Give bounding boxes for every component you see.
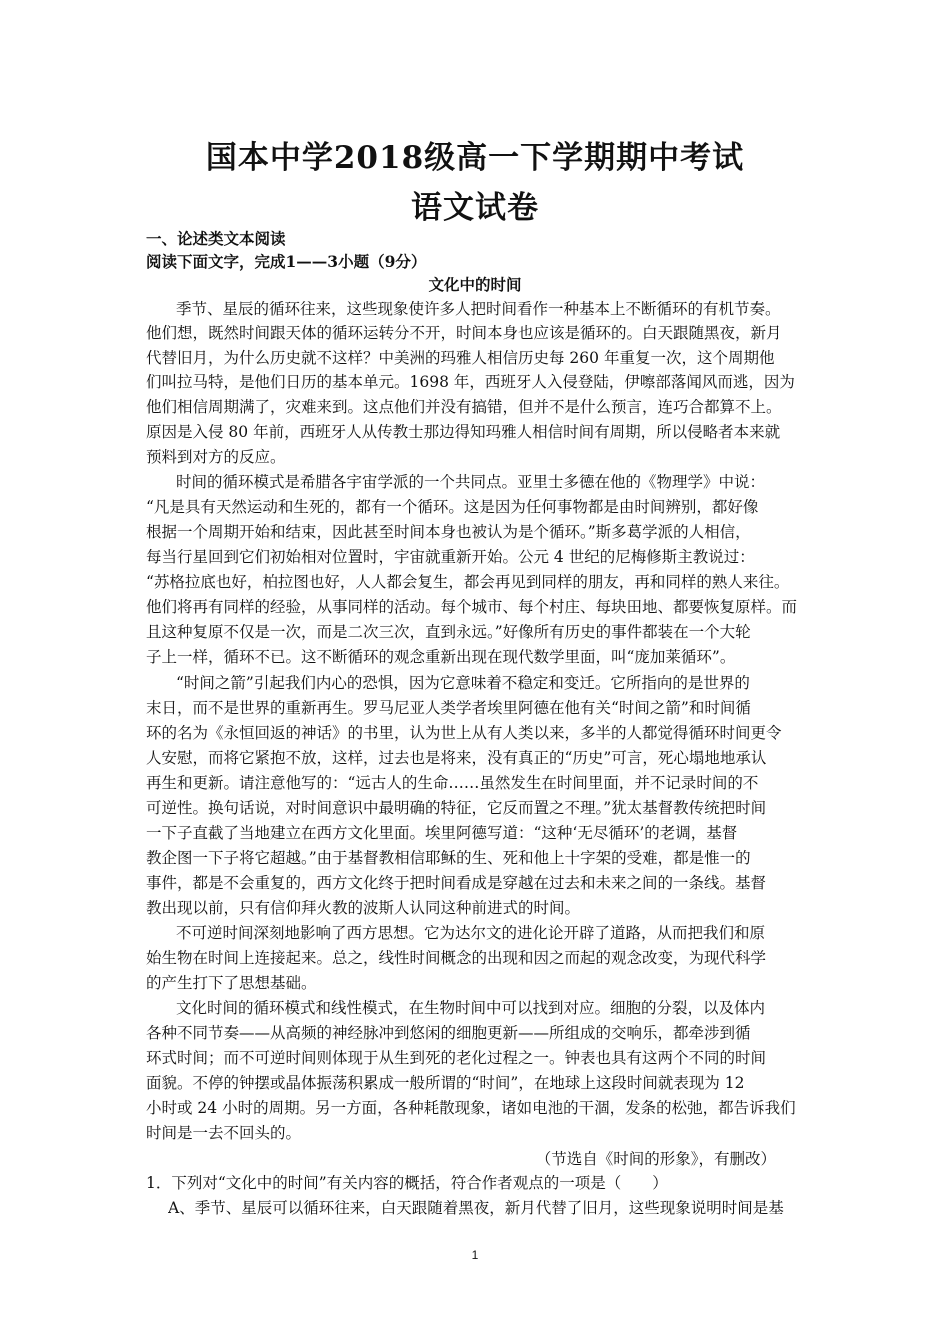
question-stem: 1．下列对“文化中的时间”有关内容的概括，符合作者观点的一项是（ ） xyxy=(146,1174,668,1192)
section-heading: 一、论述类文本阅读 xyxy=(146,229,286,248)
article-line: 一下子直截了当地建立在西方文化里面。埃里阿德写道：“这种‘无尽循环’的老调，基督 xyxy=(146,824,738,842)
article-line: 预料到对方的反应。 xyxy=(146,448,286,466)
article-line: 小时或 24 小时的周期。另一方面，各种耗散现象，诸如电池的干涸，发条的松弛，都告诉我们 xyxy=(146,1099,796,1117)
article-line: 环式时间；而不可逆时间则体现于从生到死的老化过程之一。钟表也具有这两个不同的时间 xyxy=(146,1049,767,1067)
article-source: （节选自《时间的形象》，有删改） xyxy=(535,1150,776,1168)
question-option-a: A、季节、星辰可以循环往来，白天跟随着黑夜，新月代替了旧月，这些现象说明时间是基 xyxy=(168,1199,784,1217)
article-line: 面貌。不停的钟摆或晶体振荡积累成一般所谓的“时间”，在地球上这段时间就表现为 12 xyxy=(146,1074,745,1092)
article-line: 教企图一下子将它超越。”由于基督教相信耶稣的生、死和他上十字架的受难，都是惟一的 xyxy=(146,849,751,867)
page-number: 1 xyxy=(471,1248,479,1262)
article-line: 们叫拉马特，是他们日历的基本单元。1698 年，西班牙人入侵登陆，伊嚓部落闻风而逃，因为 xyxy=(146,373,795,391)
article-line: 人安慰，而将它紧抱不放，这样，过去也是将来，没有真正的“历史”可言，死心塌地地承认 xyxy=(146,749,767,767)
article-line: 时间是一去不回头的。 xyxy=(146,1124,302,1142)
article-line: 的产生打下了思想基础。 xyxy=(146,974,317,992)
article-line: 原因是入侵 80 年前，西班牙人从传教士那边得知玛雅人相信时间有周期，所以侵略者本来就 xyxy=(146,423,781,441)
article-line: 他们想，既然时间跟天体的循环运转分不开，时间本身也应该是循环的。白天跟随黑夜，新月 xyxy=(146,324,782,342)
article-line: 环的名为《永恒回返的神话》的书里，认为世上从有人类以来，多半的人都觉得循环时间更令 xyxy=(146,724,782,742)
article-line: 不可逆时间深刻地影响了西方思想。它为达尔文的进化论开辟了道路，从而把我们和原 xyxy=(176,924,766,942)
article-line: “凡是具有天然运动和生死的，都有一个循环。这是因为任何事物都是由时间辨别，都好像 xyxy=(146,498,759,516)
article-line: “时间之箭”引起我们内心的恐惧，因为它意味着不稳定和变迁。它所指向的是世界的 xyxy=(176,674,750,692)
article-line: 文化时间的循环模式和线性模式，在生物时间中可以找到对应。细胞的分裂，以及体内 xyxy=(176,999,766,1017)
article-line: 可逆性。换句话说，对时间意识中最明确的特征，它反而置之不理。”犹太基督教传统把时间 xyxy=(146,799,767,817)
article-line: 根据一个周期开始和结束，因此甚至时间本身也被认为是个循环。”斯多葛学派的人相信， xyxy=(146,523,751,541)
article-line: 时间的循环模式是希腊各宇宙学派的一个共同点。亚里士多德在他的《物理学》中说： xyxy=(176,473,766,491)
article-line: 始生物在时间上连接起来。总之，线性时间概念的出现和因之而起的观念改变，为现代科学 xyxy=(146,949,767,967)
article-line: 再生和更新。请注意他写的：“远古人的生命……虽然发生在时间里面，并不记录时间的不 xyxy=(146,774,759,792)
article-line: “苏格拉底也好，柏拉图也好，人人都会复生，都会再见到同样的朋友，再和同样的熟人来往。 xyxy=(146,573,790,591)
article-line: 事件，都是不会重复的，西方文化终于把时间看成是穿越在过去和未来之间的一条线。基督 xyxy=(146,874,767,892)
article-line: 且这种复原不仅是一次，而是二次三次，直到永远。”好像所有历史的事件都装在一个大轮 xyxy=(146,623,751,641)
article-line: 每当行星回到它们初始相对位置时，宇宙就重新开始。公元 4 世纪的尼梅修斯主教说过： xyxy=(146,548,755,566)
article-line: 季节、星辰的循环往来，这些现象使许多人把时间看作一种基本上不断循环的有机节奏。 xyxy=(176,300,781,318)
article-line: 子上一样，循环不已。这不断循环的观念重新出现在现代数学里面，叫“庞加莱循环”。 xyxy=(146,648,736,666)
article-line: 他们相信周期满了，灾难来到。这点他们并没有搞错，但并不是什么预言，连巧合都算不上。 xyxy=(146,398,782,416)
exam-title: 国本中学2018级高一下学期期中考试 xyxy=(205,140,745,176)
article-line: 他们将再有同样的经验，从事同样的活动。每个城市、每个村庄、每块田地、都要恢复原样。而 xyxy=(146,598,798,616)
article-title: 文化中的时间 xyxy=(428,275,522,294)
article-line: 代替旧月，为什么历史就不这样？中美洲的玛雅人相信历史每 260 年重复一次，这个周期他 xyxy=(146,349,775,367)
article-line: 各种不同节奏——从高频的神经脉冲到悠闲的细胞更新——所组成的交响乐，都牵涉到循 xyxy=(146,1024,751,1042)
article-line: 教出现以前，只有信仰拜火教的波斯人认同这种前进式的时间。 xyxy=(146,899,581,917)
section-instruction: 阅读下面文字，完成1——3小题（9分） xyxy=(146,252,427,271)
exam-subtitle: 语文试卷 xyxy=(411,190,539,226)
article-line: 末日，而不是世界的重新再生。罗马尼亚人类学者埃里阿德在他有关“时间之箭”和时间循 xyxy=(146,699,751,717)
